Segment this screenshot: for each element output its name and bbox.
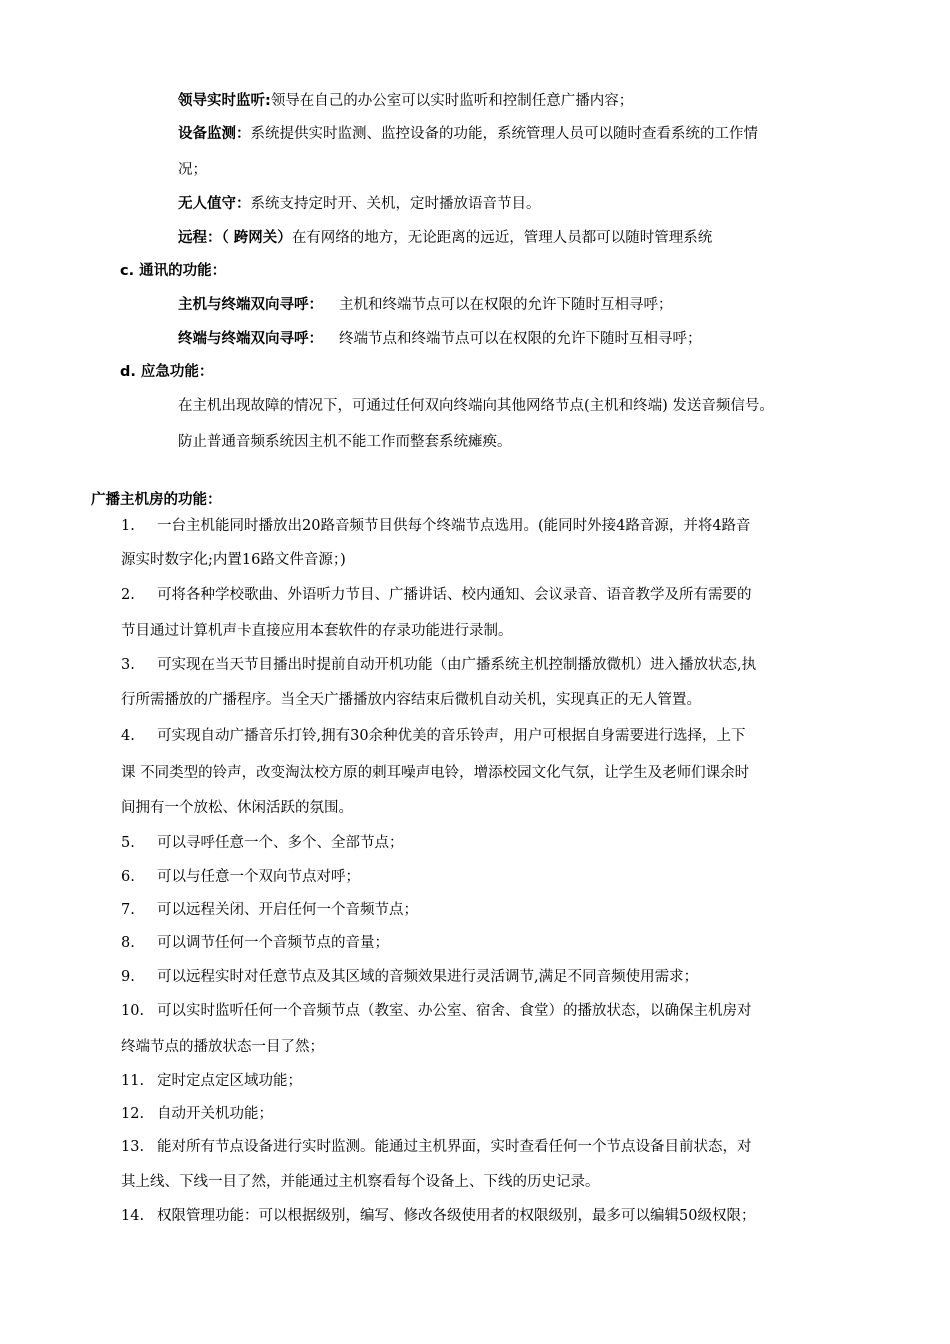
item-number: 9. <box>121 969 135 985</box>
room-item-7 <box>121 900 418 920</box>
item-text: 在有网络的地方，无论距离的远近，管理人员都可以随时管理系统 <box>291 230 713 246</box>
room-item-14 <box>121 1206 755 1226</box>
item-text: 可将各种学校歌曲、外语听力节目、广播讲话、校内通知、会议录音、语音教学及所有需要的 <box>157 587 752 603</box>
room-item-8 <box>121 933 389 953</box>
item-text: 系统提供实时监测、监控设备的功能，系统管理人员可以随时查看系统的工作情 <box>250 126 758 142</box>
room-item-3 <box>121 655 756 675</box>
item-continuation: 况； <box>178 162 207 178</box>
item-terminal-terminal-paging <box>178 329 702 349</box>
item-number: 4. <box>121 728 135 744</box>
item-text: 自动开关机功能； <box>157 1106 273 1122</box>
item-text: 可以远程实时对任意节点及其区域的音频效果进行灵活调节,满足不同音频使用需求； <box>157 969 699 985</box>
room-item-11 <box>121 1071 302 1091</box>
item-number: 13. <box>121 1139 145 1155</box>
item-number: 7. <box>121 902 135 918</box>
item-term: 终端与终端双向寻呼： <box>178 331 323 347</box>
item-text: 终端节点和终端节点可以在权限的允许下随时互相寻呼； <box>339 331 702 347</box>
item-host-terminal-paging <box>178 295 673 315</box>
room-item-1 <box>121 516 751 536</box>
item-text: 系统支持定时开、关机，定时播放语音节目。 <box>250 196 541 212</box>
section-d-line-1: 在主机出现故障的情况下，可通过任何双向终端向其他网络节点(主机和终端) 发送音频信号。 <box>178 398 774 414</box>
item-term: 无人值守： <box>178 196 251 212</box>
room-item-10 <box>121 1001 752 1021</box>
item-continuation: 终端节点的播放状态一目了然； <box>121 1039 324 1055</box>
item-term: 设备监测： <box>178 126 251 142</box>
item-number: 6. <box>121 869 135 885</box>
item-text: 可实现在当天节目播出时提前自动开机功能（由广播系统主机控制播放微机）进入播放状态,执 <box>157 657 757 673</box>
item-text: 可实现自动广播音乐打铃,拥有30余种优美的音乐铃声，用户可根据自身需要进行选择，上下 <box>157 728 746 744</box>
item-unattended <box>178 194 541 214</box>
item-text: 领导在自己的办公室可以实时监听和控制任意广播内容； <box>270 93 634 109</box>
room-item-12 <box>121 1104 273 1124</box>
item-remote <box>178 228 712 248</box>
section-d-heading: d. 应急功能： <box>120 364 214 380</box>
section-c-heading: c. 通讯的功能： <box>120 263 227 279</box>
item-text: 一台主机能同时播放出20路音频节目供每个终端节点选用。(能同时外接4路音源，并将4路音 <box>157 518 751 534</box>
item-term: 领导实时监听: <box>178 93 271 109</box>
item-number: 1. <box>121 518 135 534</box>
item-device-monitoring <box>178 124 758 144</box>
item-continuation: 间拥有一个放松、休闲活跃的氛围。 <box>121 800 353 816</box>
item-number: 12. <box>121 1106 145 1122</box>
item-continuation: 源实时数字化;内置16路文件音源；) <box>121 552 346 568</box>
item-text: 可以调节任何一个音频节点的音量； <box>157 935 389 951</box>
item-text: 可以实时监听任何一个音频节点（教室、办公室、宿舍、食堂）的播放状态，以确保主机房对 <box>157 1003 752 1019</box>
room-heading: 广播主机房的功能： <box>91 492 222 508</box>
item-text: 可以与任意一个双向节点对呼； <box>157 869 360 885</box>
room-item-2 <box>121 585 752 605</box>
item-text: 定时定点定区域功能； <box>157 1073 302 1089</box>
room-item-6 <box>121 867 360 887</box>
item-continuation: 节目通过计算机声卡直接应用本套软件的存录功能进行录制。 <box>121 623 513 639</box>
item-text: 主机和终端节点可以在权限的允许下随时互相寻呼； <box>339 297 673 313</box>
item-text: 可以远程关闭、开启任何一个音频节点； <box>157 902 418 918</box>
item-text: 可以寻呼任意一个、多个、全部节点； <box>157 835 404 851</box>
item-number: 8. <box>121 935 135 951</box>
item-number: 10. <box>121 1003 145 1019</box>
item-text: 权限管理功能：可以根据级别，编写、修改各级使用者的权限级别，最多可以编辑50级权限； <box>157 1208 756 1224</box>
item-text: 能对所有节点设备进行实时监测。能通过主机界面，实时查看任何一个节点设备目前状态，对 <box>157 1139 752 1155</box>
room-item-5 <box>121 833 404 853</box>
room-item-9 <box>121 967 698 987</box>
room-item-4 <box>121 726 746 746</box>
item-continuation: 课 不同类型的铃声，改变淘汰校方原的刺耳噪声电铃，增添校园文化气氛，让学生及老师们课余时 <box>121 765 750 781</box>
item-number: 3. <box>121 657 135 673</box>
item-continuation: 行所需播放的广播程序。当全天广播播放内容结束后微机自动关机，实现真正的无人管置。 <box>121 692 701 708</box>
item-number: 5. <box>121 835 135 851</box>
item-number: 11. <box>121 1073 145 1089</box>
item-continuation: 其上线、下线一目了然，并能通过主机察看每个设备上、下线的历史记录。 <box>121 1174 600 1190</box>
room-item-13 <box>121 1137 752 1157</box>
item-term: 远程：（ 跨网关） <box>178 230 292 246</box>
item-leader-monitor <box>178 91 633 111</box>
item-term: 主机与终端双向寻呼： <box>178 297 323 313</box>
section-d-line-2: 防止普通音频系统因主机不能工作而整套系统瘫痪。 <box>178 434 512 450</box>
item-number: 2. <box>121 587 135 603</box>
item-number: 14. <box>121 1208 145 1224</box>
